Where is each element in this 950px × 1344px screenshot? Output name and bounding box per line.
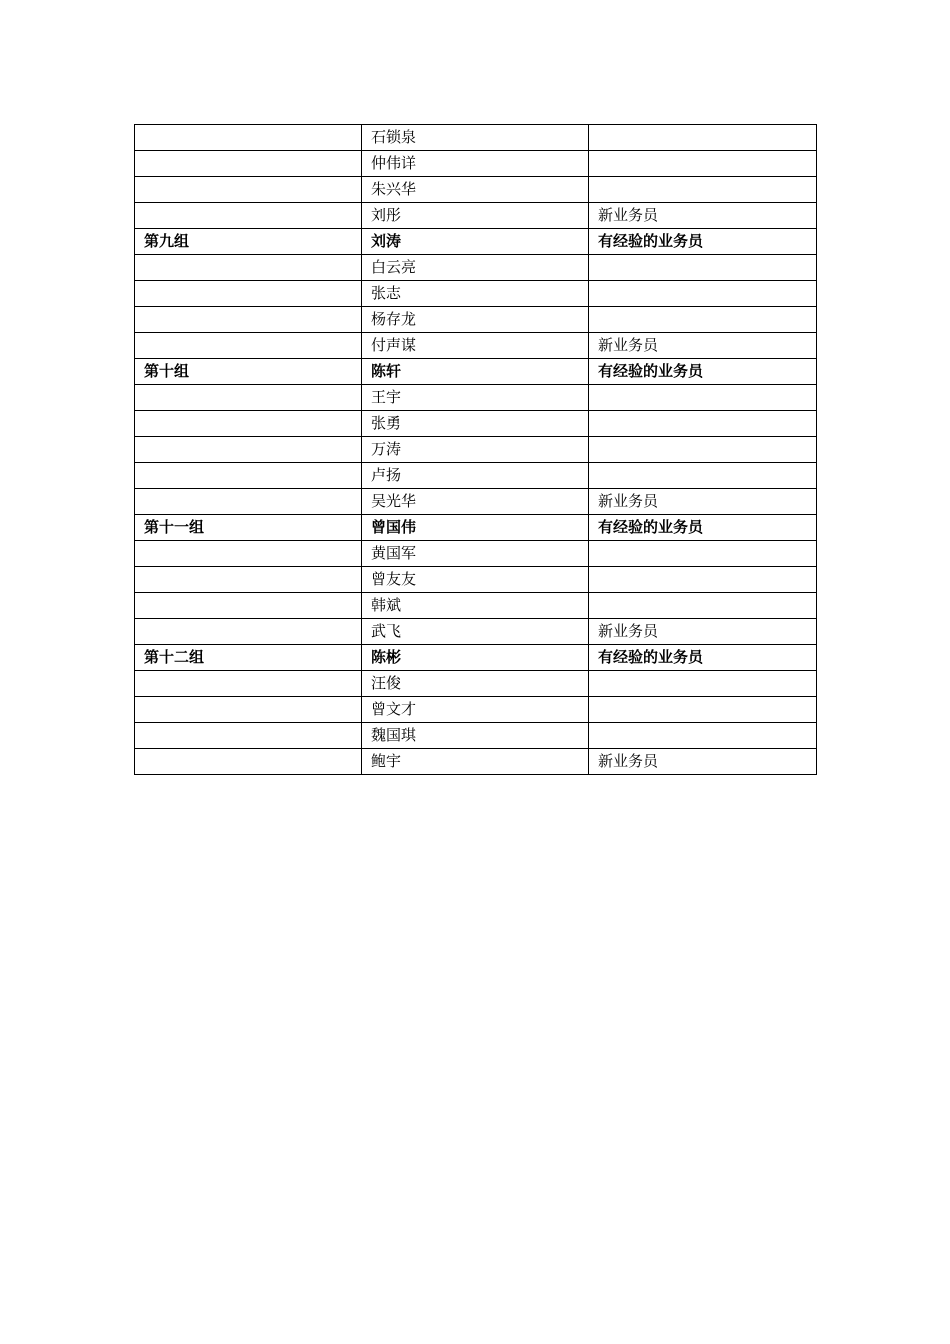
group-cell — [135, 567, 362, 593]
role-cell — [589, 723, 817, 749]
role-cell: 新业务员 — [589, 203, 817, 229]
role-cell: 有经验的业务员 — [589, 229, 817, 255]
name-cell: 刘涛 — [362, 229, 589, 255]
group-cell — [135, 671, 362, 697]
group-cell — [135, 749, 362, 775]
name-cell: 张勇 — [362, 411, 589, 437]
table-row-group-leader — [135, 645, 817, 671]
name-cell: 曾国伟 — [362, 515, 589, 541]
name-cell: 仲伟详 — [362, 151, 589, 177]
group-cell — [135, 437, 362, 463]
group-cell — [135, 541, 362, 567]
table-row — [135, 411, 817, 437]
group-cell — [135, 593, 362, 619]
role-cell — [589, 541, 817, 567]
role-cell: 有经验的业务员 — [589, 645, 817, 671]
role-cell — [589, 151, 817, 177]
name-cell: 付声谋 — [362, 333, 589, 359]
role-cell — [589, 385, 817, 411]
name-cell: 王宇 — [362, 385, 589, 411]
group-roster-table — [134, 124, 817, 775]
role-cell — [589, 567, 817, 593]
name-cell: 张志 — [362, 281, 589, 307]
table-row — [135, 671, 817, 697]
name-cell: 白云亮 — [362, 255, 589, 281]
table-row — [135, 541, 817, 567]
role-cell: 有经验的业务员 — [589, 359, 817, 385]
role-cell — [589, 125, 817, 151]
name-cell: 韩斌 — [362, 593, 589, 619]
table-row — [135, 619, 817, 645]
group-cell: 第十一组 — [135, 515, 362, 541]
name-cell: 陈彬 — [362, 645, 589, 671]
role-cell — [589, 307, 817, 333]
role-cell: 新业务员 — [589, 489, 817, 515]
table-row — [135, 177, 817, 203]
group-cell — [135, 463, 362, 489]
role-cell: 有经验的业务员 — [589, 515, 817, 541]
name-cell: 万涛 — [362, 437, 589, 463]
name-cell: 陈轩 — [362, 359, 589, 385]
group-cell — [135, 333, 362, 359]
role-cell — [589, 671, 817, 697]
group-cell — [135, 125, 362, 151]
group-cell — [135, 489, 362, 515]
name-cell: 武飞 — [362, 619, 589, 645]
table-row — [135, 255, 817, 281]
group-cell: 第十二组 — [135, 645, 362, 671]
table-row — [135, 281, 817, 307]
role-cell — [589, 593, 817, 619]
name-cell: 吴光华 — [362, 489, 589, 515]
role-cell — [589, 697, 817, 723]
name-cell: 杨存龙 — [362, 307, 589, 333]
role-cell: 新业务员 — [589, 619, 817, 645]
role-cell — [589, 411, 817, 437]
group-cell — [135, 385, 362, 411]
role-cell: 新业务员 — [589, 749, 817, 775]
roster-body — [135, 125, 817, 775]
name-cell: 曾文才 — [362, 697, 589, 723]
table-row — [135, 593, 817, 619]
table-row — [135, 463, 817, 489]
name-cell: 卢扬 — [362, 463, 589, 489]
group-cell: 第十组 — [135, 359, 362, 385]
name-cell: 曾友友 — [362, 567, 589, 593]
name-cell: 汪俊 — [362, 671, 589, 697]
name-cell: 刘彤 — [362, 203, 589, 229]
role-cell — [589, 463, 817, 489]
table-row-group-leader — [135, 359, 817, 385]
table-row — [135, 567, 817, 593]
group-cell — [135, 697, 362, 723]
group-cell — [135, 411, 362, 437]
table-row — [135, 385, 817, 411]
group-cell — [135, 307, 362, 333]
table-row-group-leader — [135, 229, 817, 255]
table-row — [135, 125, 817, 151]
table-row — [135, 723, 817, 749]
group-cell — [135, 255, 362, 281]
group-cell — [135, 151, 362, 177]
group-cell — [135, 619, 362, 645]
table-row — [135, 151, 817, 177]
table-row — [135, 437, 817, 463]
name-cell: 鲍宇 — [362, 749, 589, 775]
table-row — [135, 333, 817, 359]
table-row — [135, 203, 817, 229]
table-row — [135, 749, 817, 775]
name-cell: 黄国军 — [362, 541, 589, 567]
role-cell: 新业务员 — [589, 333, 817, 359]
group-cell — [135, 203, 362, 229]
table-row — [135, 489, 817, 515]
table-row-group-leader — [135, 515, 817, 541]
group-cell — [135, 177, 362, 203]
role-cell — [589, 437, 817, 463]
name-cell: 石锁泉 — [362, 125, 589, 151]
role-cell — [589, 281, 817, 307]
group-cell — [135, 281, 362, 307]
group-cell — [135, 723, 362, 749]
role-cell — [589, 177, 817, 203]
table-row — [135, 307, 817, 333]
group-cell: 第九组 — [135, 229, 362, 255]
table-row — [135, 697, 817, 723]
name-cell: 朱兴华 — [362, 177, 589, 203]
name-cell: 魏国琪 — [362, 723, 589, 749]
role-cell — [589, 255, 817, 281]
